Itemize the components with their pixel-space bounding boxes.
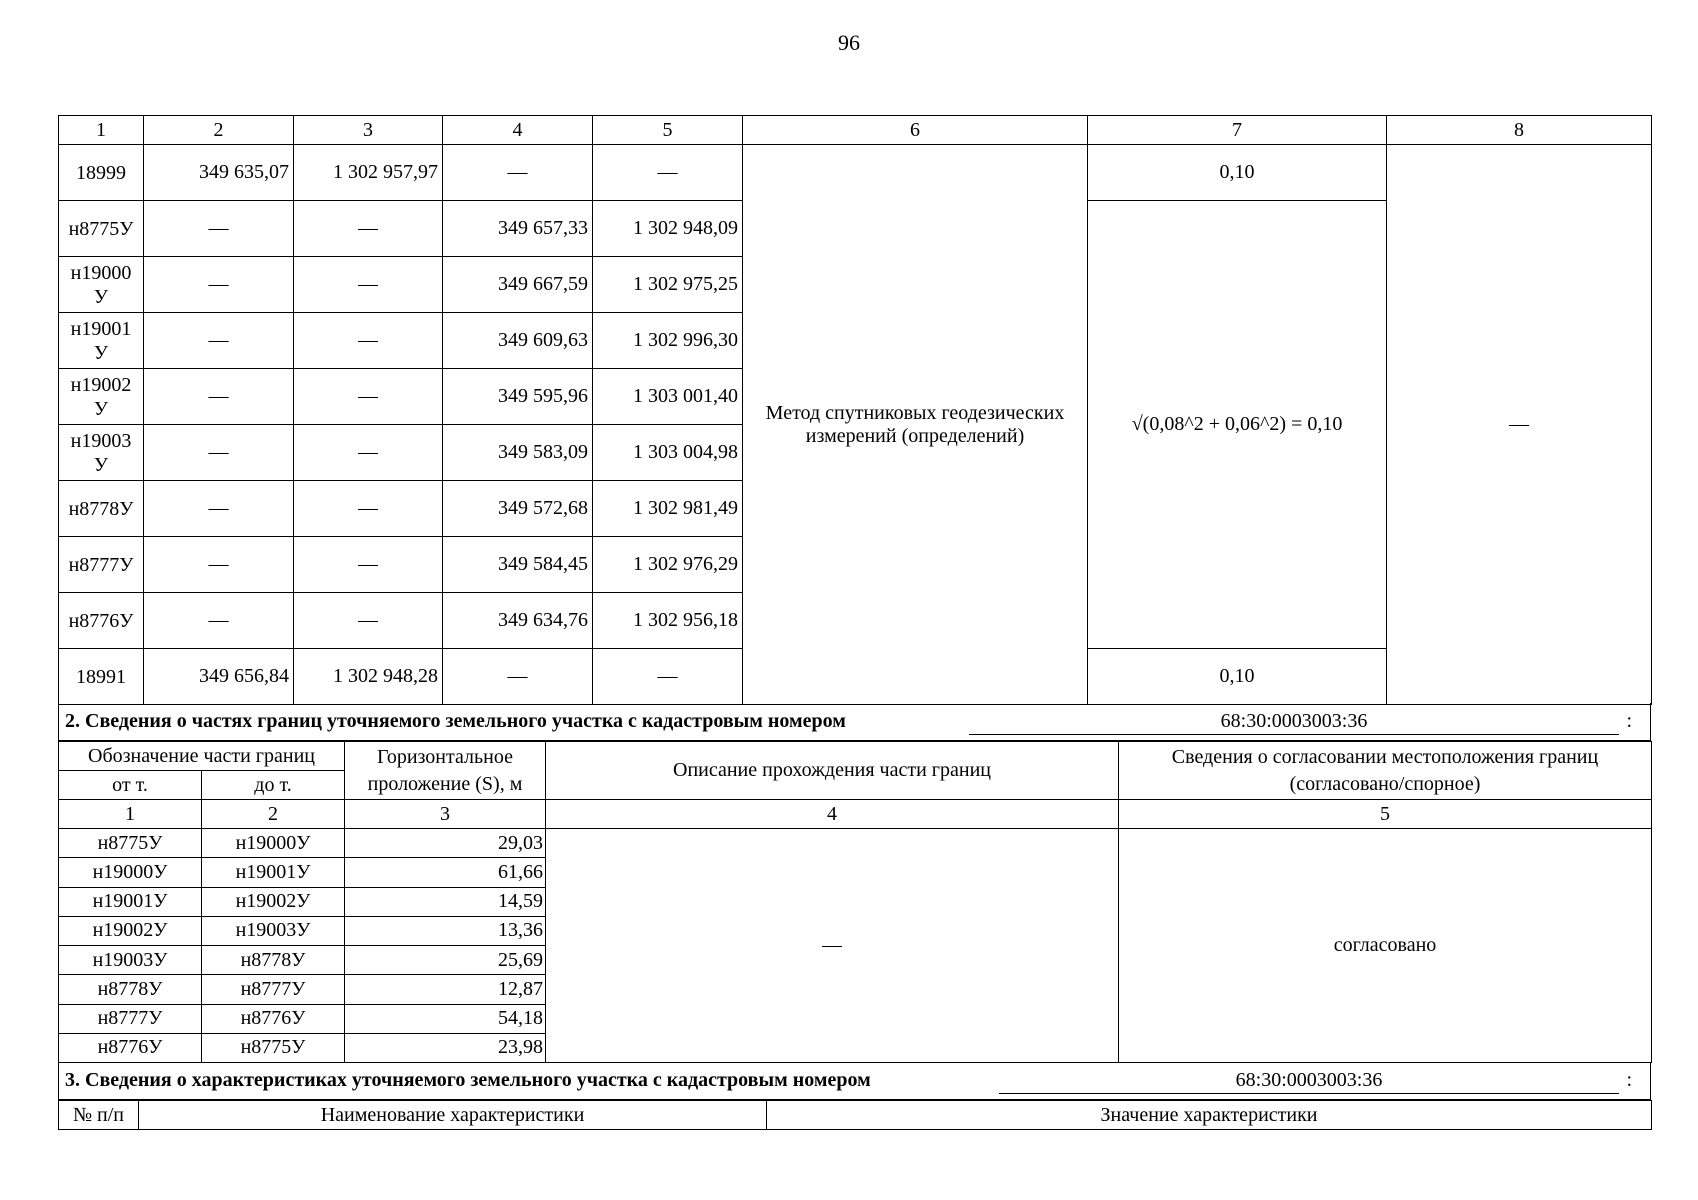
header-cell: 2 [144,116,294,145]
coord-y-old: 1 302 957,97 [294,145,443,201]
coord-x-new: — [443,145,593,201]
coord-x-new: 349 657,33 [443,201,593,257]
column-number: 4 [546,800,1119,829]
header-description: Описание прохождения части границ [546,742,1119,800]
coord-x-old: — [144,593,294,649]
table-header-row [59,1101,1652,1130]
coord-x-old: — [144,257,294,313]
accuracy-first: 0,10 [1088,145,1387,201]
coord-x-old: — [144,481,294,537]
section3-cadastral-number: 68:30:0003003:36 [999,1069,1619,1094]
header-cell: 3 [294,116,443,145]
to-point: н19000У [202,829,345,858]
section3-title: 3. Сведения о характеристиках уточняемого земельного участка с кадастровым номером [65,1069,871,1091]
col8-cell: — [1387,145,1652,705]
to-point: н19003У [202,916,345,945]
header-agreement: Сведения о согласовании местоположения границ (согласовано/спорное) [1119,742,1652,800]
point-name: н19001 У [59,313,144,369]
to-point: н8775У [202,1033,345,1062]
point-name: н8777У [59,537,144,593]
coord-y-old: — [294,257,443,313]
coord-y-old: — [294,369,443,425]
coord-x-old: — [144,313,294,369]
agreement-cell: согласовано [1119,829,1652,1063]
characteristics-table [58,1100,1652,1130]
header-cell: 7 [1088,116,1387,145]
from-point: н19003У [59,946,202,975]
header-cell: 1 [59,116,144,145]
boundary-parts-table [58,741,1652,1063]
to-point: н19001У [202,858,345,887]
coord-x-old: — [144,425,294,481]
length-value: 13,36 [345,916,546,945]
coord-x-new: 349 595,96 [443,369,593,425]
from-point: н8778У [59,975,202,1004]
length-value: 14,59 [345,887,546,916]
coord-x-old: — [144,369,294,425]
coord-y-new: 1 302 981,49 [593,481,743,537]
coord-y-new: 1 302 956,18 [593,593,743,649]
page-number: 96 [838,30,860,55]
section3-colon: : [1626,1069,1632,1091]
point-name: н8776У [59,593,144,649]
coord-x-old: — [144,201,294,257]
coord-y-new: — [593,649,743,705]
point-name: н19002 У [59,369,144,425]
point-name: 18991 [59,649,144,705]
header-cell: 4 [443,116,593,145]
coord-y-old: — [294,481,443,537]
method-cell: Метод спутниковых геодезических измерений (определений) [743,145,1088,705]
length-value: 29,03 [345,829,546,858]
coord-y-old: — [294,201,443,257]
section2-cadastral-number: 68:30:0003003:36 [969,710,1619,735]
header-value: Значение характеристики [767,1101,1652,1130]
section2-heading [58,703,1651,741]
from-point: н19000У [59,858,202,887]
coord-x-new: 349 667,59 [443,257,593,313]
coord-y-new: 1 303 004,98 [593,425,743,481]
coord-y-old: — [294,425,443,481]
from-point: н19002У [59,916,202,945]
coord-x-new: — [443,649,593,705]
coord-y-old: — [294,593,443,649]
table-row [59,829,1652,858]
header-name: Наименование характеристики [139,1101,767,1130]
point-name: 18999 [59,145,144,201]
coord-x-old: 349 635,07 [144,145,294,201]
point-name: н8778У [59,481,144,537]
length-value: 12,87 [345,975,546,1004]
table-header-row [59,116,1652,145]
column-number: 3 [345,800,546,829]
point-name: н19000 У [59,257,144,313]
coord-x-old: 349 656,84 [144,649,294,705]
table-header-row [59,742,1652,771]
coord-y-new: 1 303 001,40 [593,369,743,425]
coord-x-new: 349 583,09 [443,425,593,481]
column-number: 1 [59,800,202,829]
to-point: н8778У [202,946,345,975]
to-point: н8776У [202,1004,345,1033]
from-point: н8777У [59,1004,202,1033]
coordinates-table [58,115,1652,705]
header-from: от т. [59,771,202,800]
coord-y-old: — [294,537,443,593]
coord-x-new: 349 634,76 [443,593,593,649]
length-value: 23,98 [345,1033,546,1062]
header-part: Обозначение части границ [59,742,345,771]
header-length: Горизонтальное проложение (S), м [345,742,546,800]
coord-x-new: 349 572,68 [443,481,593,537]
header-num: № п/п [59,1101,139,1130]
header-cell: 5 [593,116,743,145]
column-number-row [59,800,1652,829]
section3-heading [58,1062,1651,1100]
coord-y-old: 1 302 948,28 [294,649,443,705]
header-cell: 8 [1387,116,1652,145]
to-point: н8777У [202,975,345,1004]
coord-y-new: 1 302 975,25 [593,257,743,313]
section2-colon: : [1626,710,1632,732]
header-cell: 6 [743,116,1088,145]
column-number: 5 [1119,800,1652,829]
from-point: н8775У [59,829,202,858]
accuracy-last: 0,10 [1088,649,1387,705]
header-to: до т. [202,771,345,800]
length-value: 54,18 [345,1004,546,1033]
coord-y-old: — [294,313,443,369]
point-name: н19003 У [59,425,144,481]
table-row [59,145,1652,201]
coord-y-new: 1 302 996,30 [593,313,743,369]
coord-y-new: — [593,145,743,201]
accuracy-formula: √(0,08^2 + 0,06^2) = 0,10 [1088,201,1387,649]
coord-y-new: 1 302 948,09 [593,201,743,257]
section2-title: 2. Сведения о частях границ уточняемого земельного участка с кадастровым номером [65,710,846,732]
length-value: 25,69 [345,946,546,975]
coord-x-new: 349 584,45 [443,537,593,593]
from-point: н19001У [59,887,202,916]
from-point: н8776У [59,1033,202,1062]
column-number: 2 [202,800,345,829]
to-point: н19002У [202,887,345,916]
coord-y-new: 1 302 976,29 [593,537,743,593]
point-name: н8775У [59,201,144,257]
coord-x-new: 349 609,63 [443,313,593,369]
coord-x-old: — [144,537,294,593]
length-value: 61,66 [345,858,546,887]
description-cell: — [546,829,1119,1063]
